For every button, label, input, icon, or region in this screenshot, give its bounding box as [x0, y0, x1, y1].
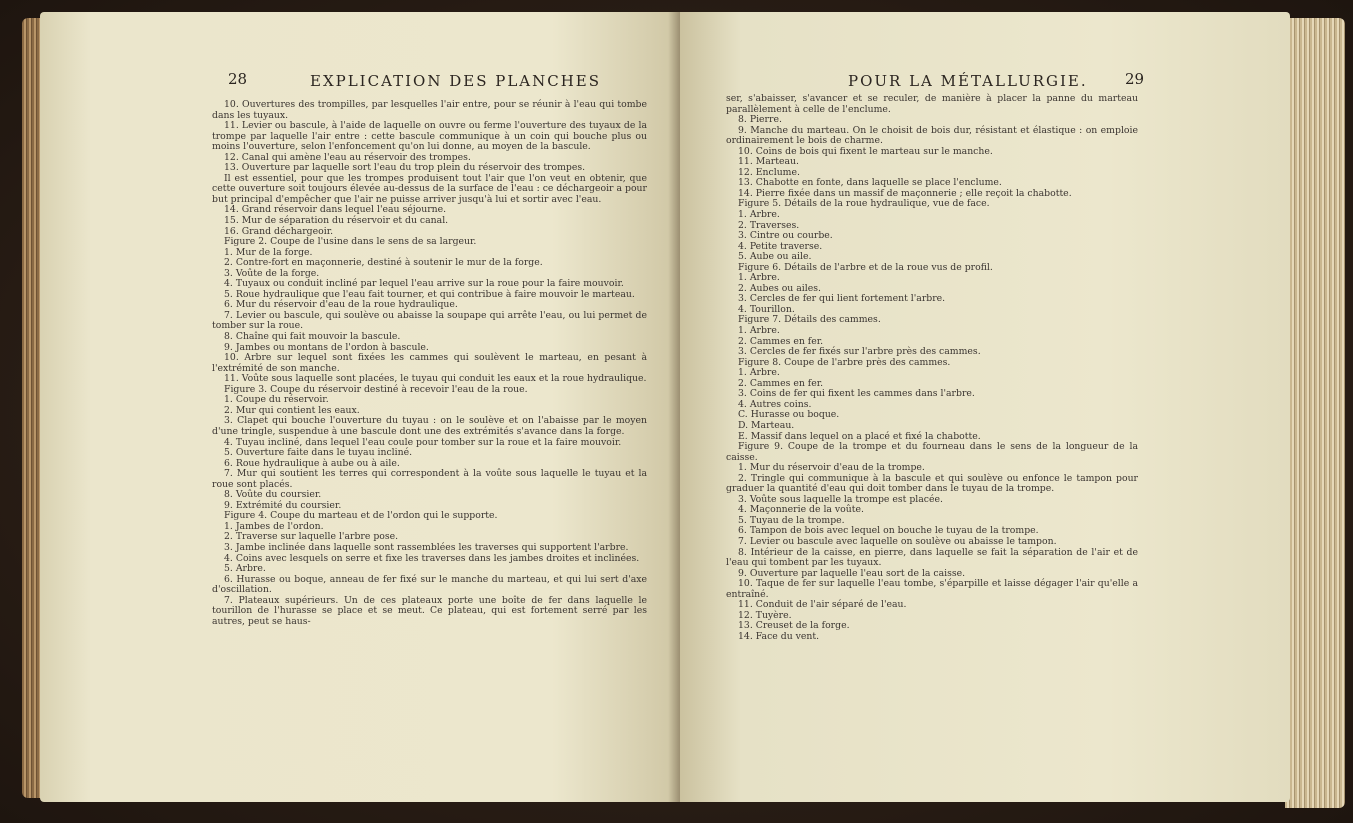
list-item: 2. Traverse sur laquelle l'arbre pose. — [224, 531, 399, 543]
list-item: 1. Mur du réservoir d'eau de la trompe. — [738, 462, 925, 474]
list-item: 1. Arbre. — [738, 367, 780, 379]
figure-caption: Figure 7. Détails des cammes. — [738, 314, 881, 326]
figure-caption: Figure 5. Détails de la roue hydraulique, vue de face. — [738, 198, 990, 210]
list-item: 5. Tuyau de la trompe. — [738, 514, 845, 526]
list-item: Il est essentiel, pour que les trompes produisent tout l'air que l'on veut en obtenir, que cette ouverture soit toujours élevée au-dessus de la surface de l'eau : ce déchargeoir a pour but principal d'empêcher que l'air ne puisse arriver jusqu'à lui et sortir avec l'eau. — [212, 172, 647, 205]
list-item: 8. Pierre. — [738, 114, 782, 126]
figure-caption: Figure 4. Coupe du marteau et de l'ordon qui le supporte. — [224, 510, 498, 522]
left-page — [40, 12, 680, 802]
list-item: 8. Chaîne qui fait mouvoir la bascule. — [224, 331, 401, 343]
list-item: 6. Tampon de bois avec lequel on bouche le tuyau de la trompe. — [738, 525, 1039, 537]
list-item: 9. Ouverture par laquelle l'eau sort de la caisse. — [738, 567, 966, 579]
list-item: 10. Arbre sur lequel sont fixées les cammes qui soulèvent le marteau, en pesant à l'extrémité de son manche. — [212, 352, 647, 374]
left-body-text — [212, 100, 647, 627]
list-item: 11. Voûte sous laquelle sont placées, le tuyau qui conduit les eaux et la roue hydraulique. — [224, 373, 647, 385]
list-item: 1. Coupe du réservoir. — [224, 394, 329, 406]
list-item: 4. Coins avec lesquels on serre et fixe les traverses dans les jambes droites et inclinées. — [224, 552, 640, 564]
list-item: 10. Coins de bois qui fixent le marteau sur le manche. — [738, 145, 993, 157]
list-item: 12. Enclume. — [738, 166, 800, 178]
list-item: 3. Coins de fer qui fixent les cammes dans l'arbre. — [738, 388, 975, 400]
list-item: 16. Grand déchargeoir. — [224, 225, 334, 237]
list-item: E. Massif dans lequel on a placé et fixé la chabotte. — [738, 430, 981, 442]
list-item: 6. Roue hydraulique à aube ou à aile. — [224, 457, 400, 469]
list-item: 1. Arbre. — [738, 325, 780, 337]
list-item: 3. Voûte de la forge. — [224, 267, 320, 279]
list-item: C. Hurasse ou boque. — [738, 409, 840, 421]
list-item: 7. Mur qui soutient les terres qui correspondent à la voûte sous laquelle le tuyau et la roue sont placés. — [212, 468, 647, 490]
page-number-right: 29 — [1125, 70, 1145, 88]
list-item: 2. Contre-fort en maçonnerie, destiné à soutenir le mur de la forge. — [224, 257, 543, 269]
right-body-text — [726, 94, 1138, 642]
list-item: 11. Levier ou bascule, à l'aide de laquelle on ouvre ou ferme l'ouverture des tuyaux de la trompe par laquelle l'air entre : cette bascule communique à un coin qui bouche plus ou moins l'ouverture, selon l'enfoncement qu'on lui donne, au moyen de la bascule. — [212, 120, 647, 153]
list-item: 8. Intérieur de la caisse, en pierre, dans laquelle se fait la séparation de l'air et de l'eau qui tombent par les tuyaux. — [726, 546, 1138, 569]
list-item: 4. Tourillon. — [738, 303, 795, 315]
list-item: 1. Jambes de l'ordon. — [224, 520, 324, 532]
list-item: 1. Mur de la forge. — [224, 246, 313, 258]
figure-caption: Figure 2. Coupe de l'usine dans le sens de sa largeur. — [224, 236, 477, 248]
list-item: 1. Arbre. — [738, 272, 780, 284]
list-item: 11. Conduit de l'air séparé de l'eau. — [738, 599, 907, 611]
list-item: 9. Manche du marteau. On le choisit de bois dur, résistant et élastique : on emploie ordinairement le bois de charme. — [726, 124, 1138, 147]
list-item: 14. Face du vent. — [738, 630, 820, 642]
list-item: 7. Levier ou bascule, qui soulève ou abaisse la soupape qui arrête l'eau, ou lui permet de tomber sur la roue. — [212, 309, 647, 332]
list-item: 7. Plateaux supérieurs. Un de ces plateaux porte une boîte de fer dans laquelle le tourillon de l'hurasse se place et se meut. Ce plateau, qui est fortement serré par les autres, peut se haus- — [212, 594, 647, 627]
list-item: 14. Grand réservoir dans lequel l'eau séjourne. — [224, 204, 447, 216]
list-item: 3. Cercles de fer fixés sur l'arbre près des cammes. — [738, 346, 981, 358]
list-item: 4. Tuyau incliné, dans lequel l'eau coule pour tomber sur la roue et la faire mouvoir. — [224, 436, 622, 448]
list-item: 4. Tuyaux ou conduit incliné par lequel l'eau arrive sur la roue pour la faire mouvoir. — [224, 278, 624, 290]
list-item: 13. Creuset de la forge. — [738, 620, 850, 632]
list-item: 5. Roue hydraulique que l'eau fait tourner, et qui contribue à faire mouvoir le marteau. — [224, 288, 635, 300]
figure-caption: Figure 9. Coupe de la trompe et du fourneau dans le sens de la longueur de la caisse. — [726, 441, 1138, 463]
list-item: 2. Cammes en fer. — [738, 377, 824, 389]
list-item: 14. Pierre fixée dans un massif de maçonnerie ; elle reçoit la chabotte. — [738, 187, 1072, 199]
list-item: 6. Hurasse ou boque, anneau de fer fixé sur le manche du marteau, et qui lui sert d'axe d'oscillation. — [212, 573, 647, 596]
page-number-left: 28 — [228, 70, 248, 88]
figure-caption: Figure 6. Détails de l'arbre et de la roue vus de profil. — [738, 261, 993, 273]
list-item: 4. Autres coins. — [738, 398, 812, 410]
list-item: 3. Voûte sous laquelle la trompe est placée. — [738, 493, 943, 505]
list-item: 4. Maçonnerie de la voûte. — [738, 504, 864, 516]
list-item: 5. Arbre. — [224, 563, 266, 575]
list-item: 3. Jambe inclinée dans laquelle sont rassemblées les traverses qui supportent l'arbre. — [224, 541, 629, 553]
right-page — [680, 12, 1290, 802]
list-item: 9. Jambes ou montans de l'ordon à bascule. — [224, 341, 429, 353]
list-item: 12. Tuyère. — [738, 609, 792, 621]
figure-caption: Figure 8. Coupe de l'arbre près des cammes. — [738, 356, 951, 368]
book-edge-right — [1285, 18, 1345, 808]
list-item: 13. Chabotte en fonte, dans laquelle se place l'enclume. — [738, 177, 1002, 189]
list-item: ser, s'abaisser, s'avancer et se reculer, de manière à placer la panne du marteau parallèlement à celle de l'enclume. — [726, 93, 1138, 115]
list-item: 4. Petite traverse. — [738, 240, 823, 252]
list-item: D. Marteau. — [738, 419, 795, 431]
list-item: 5. Ouverture faite dans le tuyau incliné. — [224, 447, 413, 459]
list-item: 15. Mur de séparation du réservoir et du canal. — [224, 215, 449, 227]
list-item: 2. Cammes en fer. — [738, 335, 824, 347]
list-item: 2. Aubes ou ailes. — [738, 282, 821, 294]
list-item: 2. Tringle qui communique à la bascule et qui soulève ou enfonce le tampon pour graduer la quantité d'eau qui doit tomber dans le tuyau de la trompe. — [726, 472, 1138, 495]
list-item: 5. Aube ou aile. — [738, 251, 812, 263]
list-item: 3. Cercles de fer qui lient fortement l'arbre. — [738, 293, 946, 305]
list-item: 12. Canal qui amène l'eau au réservoir des trompes. — [224, 151, 471, 163]
list-item: 3. Clapet qui bouche l'ouverture du tuyau : on le soulève et on l'abaisse par le moyen d'une tringle, suspendue à une bascule dont une des extrémités s'avance dans la forge. — [212, 415, 647, 437]
list-item: 2. Mur qui contient les eaux. — [224, 404, 360, 416]
list-item: 3. Cintre ou courbe. — [738, 230, 833, 242]
figure-caption: Figure 3. Coupe du réservoir destiné à recevoir l'eau de la roue. — [224, 383, 528, 395]
list-item: 11. Marteau. — [738, 156, 799, 168]
list-item: 9. Extrémité du coursier. — [224, 499, 342, 511]
list-item: 1. Arbre. — [738, 209, 780, 221]
list-item: 6. Mur du réservoir d'eau de la roue hydraulique. — [224, 299, 458, 311]
list-item: 10. Taque de fer sur laquelle l'eau tombe, s'éparpille et laisse dégager l'air qu'elle a entraîné. — [726, 578, 1138, 600]
list-item: 2. Traverses. — [738, 219, 800, 231]
page-header-left: EXPLICATION DES PLANCHES — [310, 72, 602, 90]
list-item: 7. Levier ou bascule avec laquelle on soulève ou abaisse le tampon. — [738, 535, 1057, 547]
list-item: 13. Ouverture par laquelle sort l'eau du trop plein du réservoir des trompes. — [224, 162, 586, 174]
list-item: 8. Voûte du coursier. — [224, 489, 322, 501]
page-header-right: POUR LA MÉTALLURGIE. — [848, 72, 1088, 90]
list-item: 10. Ouvertures des trompilles, par lesquelles l'air entre, pour se réunir à l'eau qui tombe dans les tuyaux. — [212, 99, 647, 121]
